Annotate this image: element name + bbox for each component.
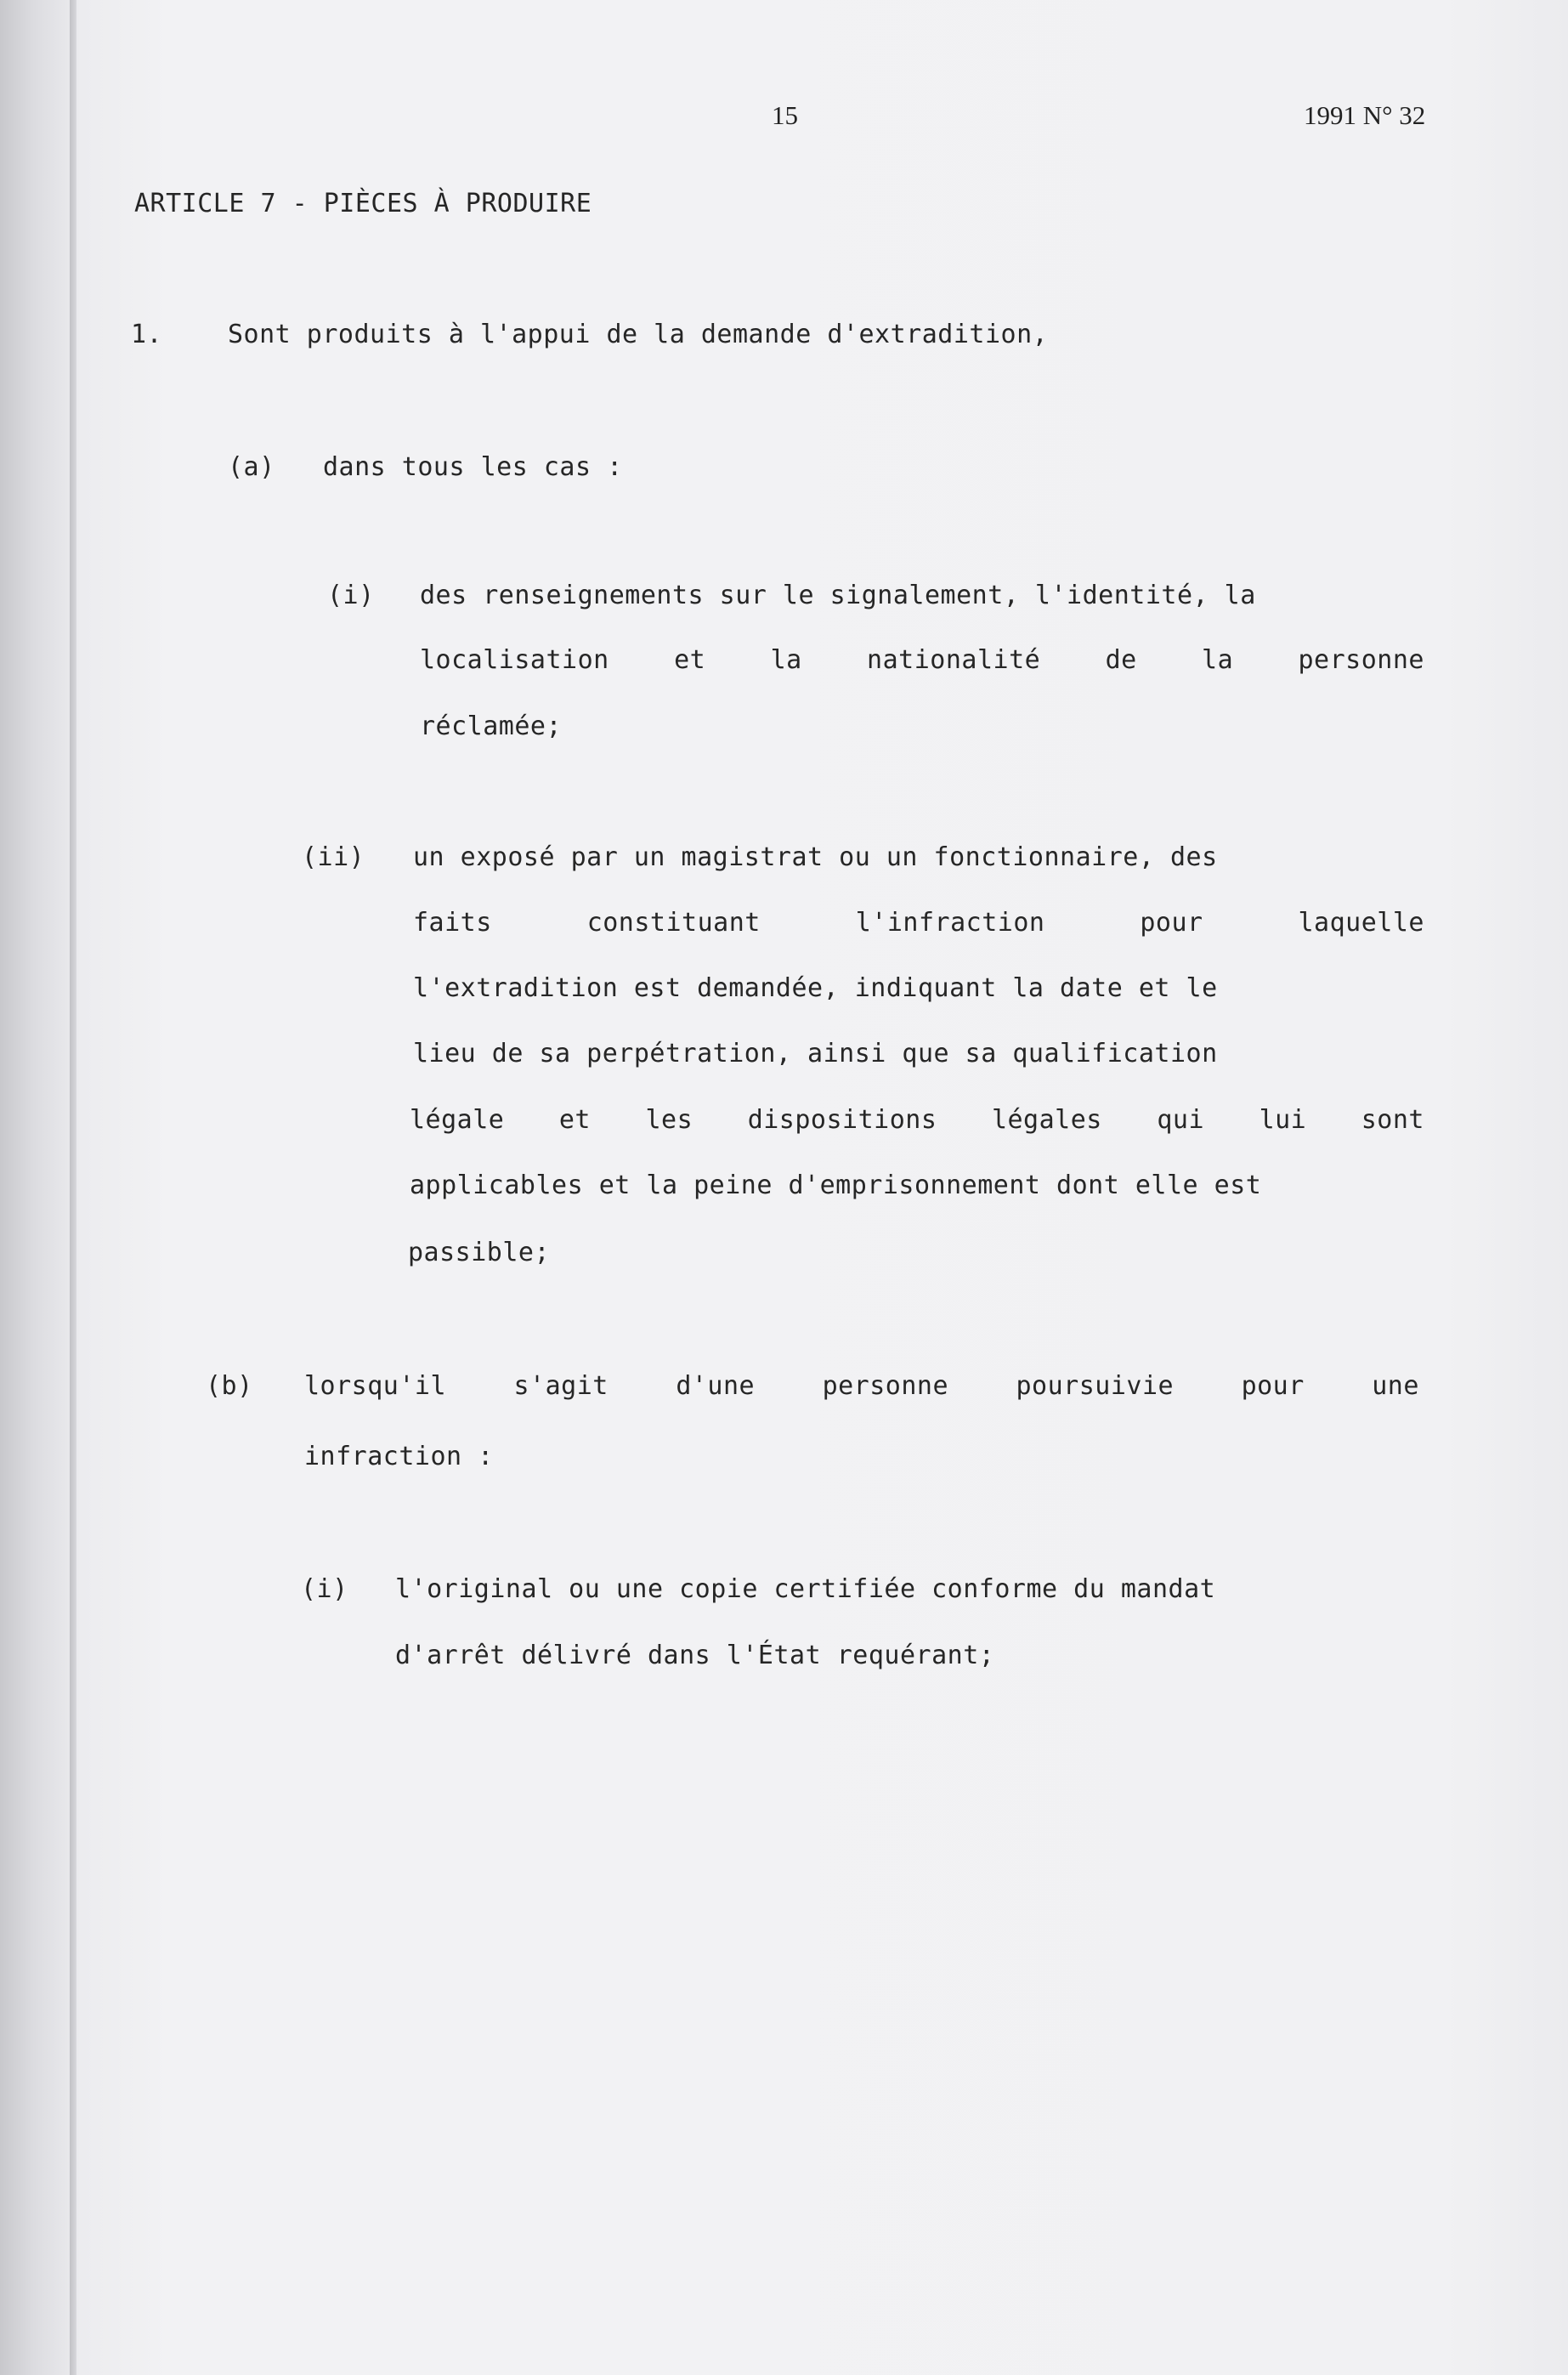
binding-spine [70, 0, 76, 2375]
word: laquelle [1298, 908, 1424, 938]
text-line-justified [420, 645, 1424, 675]
word: et [558, 1105, 591, 1135]
article-title: ARTICLE 7 - PIÈCES À PRODUIRE [134, 189, 592, 218]
word: poursuivie [1016, 1371, 1175, 1401]
word: et [674, 645, 706, 675]
word: sont [1361, 1105, 1424, 1135]
word: lui [1259, 1105, 1307, 1135]
word: personne [822, 1371, 949, 1401]
paragraph-intro: Sont produits à l'appui de la demande d'extradition, [228, 320, 1049, 349]
text-line: passible; [408, 1238, 551, 1267]
text-line-justified [413, 908, 1424, 938]
subitem-label: (i) [301, 1574, 348, 1604]
word: dispositions [747, 1105, 937, 1135]
word: la [1202, 645, 1234, 675]
word: de [1105, 645, 1137, 675]
text-line-justified [410, 1105, 1424, 1135]
word: s'agit [513, 1371, 609, 1401]
item-text: dans tous les cas : [323, 452, 623, 482]
word: les [645, 1105, 693, 1135]
text-line: d'arrêt délivré dans l'État requérant; [395, 1641, 995, 1670]
word: localisation [420, 645, 609, 675]
word: pour [1140, 908, 1203, 938]
page-number: 15 [772, 100, 798, 130]
text-line: infraction : [304, 1442, 494, 1471]
word: nationalité [867, 645, 1041, 675]
word: légale [410, 1105, 505, 1135]
word: constituant [586, 908, 761, 938]
word: pour [1241, 1371, 1305, 1401]
text-line: un exposé par un magistrat ou un fonctionnaire, des [413, 842, 1218, 872]
word: une [1372, 1371, 1419, 1401]
word: qui [1157, 1105, 1205, 1135]
journal-reference: 1991 N° 32 [1304, 100, 1426, 130]
word: lorsqu'il [304, 1371, 447, 1401]
word: la [770, 645, 802, 675]
text-line-justified [304, 1371, 1419, 1401]
item-label: (a) [228, 452, 275, 482]
subitem-label: (ii) [302, 842, 365, 872]
text-line: l'original ou une copie certifiée conforme du mandat [395, 1574, 1216, 1604]
word: légales [991, 1105, 1102, 1135]
word: faits [413, 908, 492, 938]
paragraph-number: 1. [131, 320, 163, 349]
word: l'infraction [855, 908, 1045, 938]
word: d'une [676, 1371, 756, 1401]
text-line: applicables et la peine d'emprisonnement dont elle est [410, 1170, 1262, 1200]
text-line: lieu de sa perpétration, ainsi que sa qualification [413, 1039, 1218, 1068]
item-label: (b) [206, 1371, 253, 1401]
text-line: l'extradition est demandée, indiquant la date et le [413, 973, 1218, 1003]
text-line: réclamée; [420, 711, 563, 741]
word: personne [1298, 645, 1424, 675]
subitem-label: (i) [327, 581, 375, 610]
text-line: des renseignements sur le signalement, l'identité, la [420, 581, 1256, 610]
